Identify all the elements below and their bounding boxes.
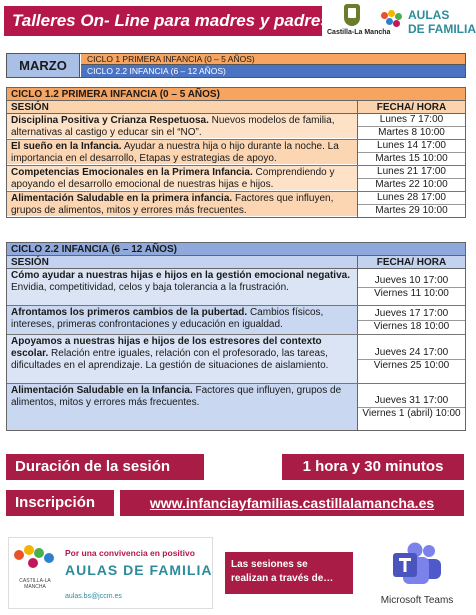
session-description	[7, 384, 357, 430]
flowers-icon	[14, 544, 58, 574]
session-description	[7, 140, 357, 164]
session-description	[7, 192, 357, 216]
card-clm-text: CASTILLA-LA MANCHA	[19, 578, 51, 590]
session-text: Nuevos modelos de familia, alternativas al castigo y educar sin el “NO”.	[11, 115, 335, 138]
session-date: Martes 22 10:00	[375, 179, 448, 190]
session-dates	[357, 192, 465, 217]
table-row	[7, 335, 465, 384]
session-date: Martes 8 10:00	[378, 127, 445, 138]
session-title: El sueño en la Infancia.	[11, 141, 122, 152]
logo-af-line1: AULAS	[408, 8, 450, 22]
session-dates	[357, 140, 465, 165]
session-dates	[357, 306, 465, 334]
session-description	[7, 306, 357, 334]
logo-clm-text: Castilla-La Mancha	[327, 29, 391, 36]
session-text: Cambios físicos, intereses, primeras confrontaciones y educación en igualdad.	[11, 307, 324, 330]
session-date: Jueves 17 17:00	[358, 308, 465, 321]
session-title: Cómo ayudar a nuestras hijas e hijos en la gestión emocional negativa.	[11, 270, 350, 281]
session-text: Ayudar a nuestra hija o hijo durante la noche. La importancia en el desarrollo, Etapas y estrategias de apoyo.	[11, 141, 339, 164]
session-description	[7, 114, 357, 138]
session-dates	[357, 269, 465, 305]
col-date: FECHA/ HORA	[357, 256, 465, 268]
session-date: Jueves 31 17:00	[358, 395, 465, 408]
session-text: Envidia, competitividad, celos y baja tolerancia a la frustración.	[11, 282, 289, 293]
session-text: Factores que influyen, grupos de alimentos, mitos y errores más frecuentes.	[11, 385, 342, 408]
aulas-de-familia-logo	[381, 6, 476, 40]
table-row	[7, 269, 465, 306]
col-session: SESIÓN	[11, 102, 49, 113]
page-title: Talleres On- Line para madres y padres	[4, 6, 322, 36]
table-row	[7, 114, 465, 140]
crest-icon	[344, 4, 360, 26]
duration-value: 1 hora y 30 minutos	[282, 454, 464, 480]
session-dates	[357, 114, 465, 139]
session-title: Afrontamos los primeros cambios de la pubertad.	[11, 307, 248, 318]
session-title: Disciplina Positiva y Crianza Respetuosa.	[11, 115, 209, 126]
session-date: Martes 15 10:00	[375, 153, 448, 164]
sessions-note: Las sesiones se realizan a través de…	[225, 552, 353, 594]
session-description	[7, 166, 357, 190]
flowers-icon	[381, 10, 405, 28]
inscription-link[interactable]: www.infanciayfamilias.castillalamancha.es	[120, 490, 464, 516]
session-date: Lunes 7 17:00	[358, 114, 465, 127]
session-date: Lunes 28 17:00	[358, 192, 465, 205]
teams-icon	[391, 542, 443, 586]
legend-cycle2: CICLO 2.2 INFANCIA (6 – 12 AÑOS)	[81, 65, 465, 77]
month-label: MARZO	[7, 54, 80, 77]
microsoft-teams	[369, 540, 465, 613]
teams-label: Microsoft Teams	[380, 595, 454, 606]
table-row	[7, 384, 465, 430]
session-date: Viernes 11 10:00	[374, 287, 449, 299]
session-dates	[357, 166, 465, 191]
table-heading: CICLO 1.2 PRIMERA INFANCIA (0 – 5 AÑOS)	[7, 88, 465, 101]
logo-af-name	[408, 8, 476, 36]
table-row	[7, 192, 465, 217]
session-date: Martes 29 10:00	[375, 205, 448, 216]
card-tagline: Por una convivencia en positivo	[65, 548, 195, 558]
session-text: Relación entre iguales, relación con el profesorado, las tareas, dificultades en el aprendizaje. La gestión de situaciones de aislamiento.	[11, 348, 329, 371]
schedule-table-cycle2	[6, 242, 466, 431]
session-date: Jueves 24 17:00	[358, 347, 465, 360]
inscription-label: Inscripción	[6, 490, 114, 516]
session-date: Lunes 14 17:00	[358, 140, 465, 153]
session-date: Viernes 25 10:00	[373, 359, 450, 371]
session-dates	[357, 335, 465, 383]
session-description	[7, 335, 357, 383]
table-row	[7, 140, 465, 166]
schedule-table-cycle1	[6, 87, 466, 218]
session-title: Competencias Emocionales en la Primera Infancia.	[11, 167, 253, 178]
session-dates	[357, 384, 465, 430]
aulas-card	[8, 537, 213, 609]
table-columns	[7, 101, 465, 114]
session-title: Alimentación Saludable en la primera infancia.	[11, 193, 233, 204]
duration-label: Duración de la sesión	[6, 454, 204, 480]
legend-cycle1: CICLO 1 PRIMERA INFANCIA (0 – 5 AÑOS)	[81, 54, 465, 65]
table-columns	[7, 256, 465, 269]
session-title: Apoyamos a nuestras hijas e hijos de los estresores del contexto escolar.	[11, 336, 322, 359]
session-date: Viernes 1 (abril) 10:00	[362, 407, 461, 419]
month-legend	[6, 53, 466, 78]
session-date: Jueves 10 17:00	[358, 275, 465, 288]
session-title: Alimentación Saludable en la Infancia.	[11, 385, 193, 396]
table-heading: CICLO 2.2 INFANCIA (6 – 12 AÑOS)	[7, 243, 465, 256]
card-name: AULAS DE FAMILIA	[65, 562, 213, 578]
logo-af-line2: DE FAMILIA	[408, 22, 476, 36]
card-email[interactable]: aulas.bs@jccm.es	[65, 593, 122, 600]
col-date: FECHA/ HORA	[357, 101, 465, 113]
session-date: Lunes 21 17:00	[358, 166, 465, 179]
session-text: Comprendiendo y apoyando el desarrollo emocional de nuestras hijas e hijos.	[11, 167, 335, 190]
col-session: SESIÓN	[11, 257, 49, 268]
session-date: Viernes 18 10:00	[373, 320, 450, 332]
session-text: Factores que influyen, grupos de alimentos, mitos y errores más frecuentes.	[11, 193, 334, 216]
table-row	[7, 166, 465, 192]
session-description	[7, 269, 357, 305]
castilla-la-mancha-logo	[327, 4, 391, 44]
table-row	[7, 306, 465, 335]
